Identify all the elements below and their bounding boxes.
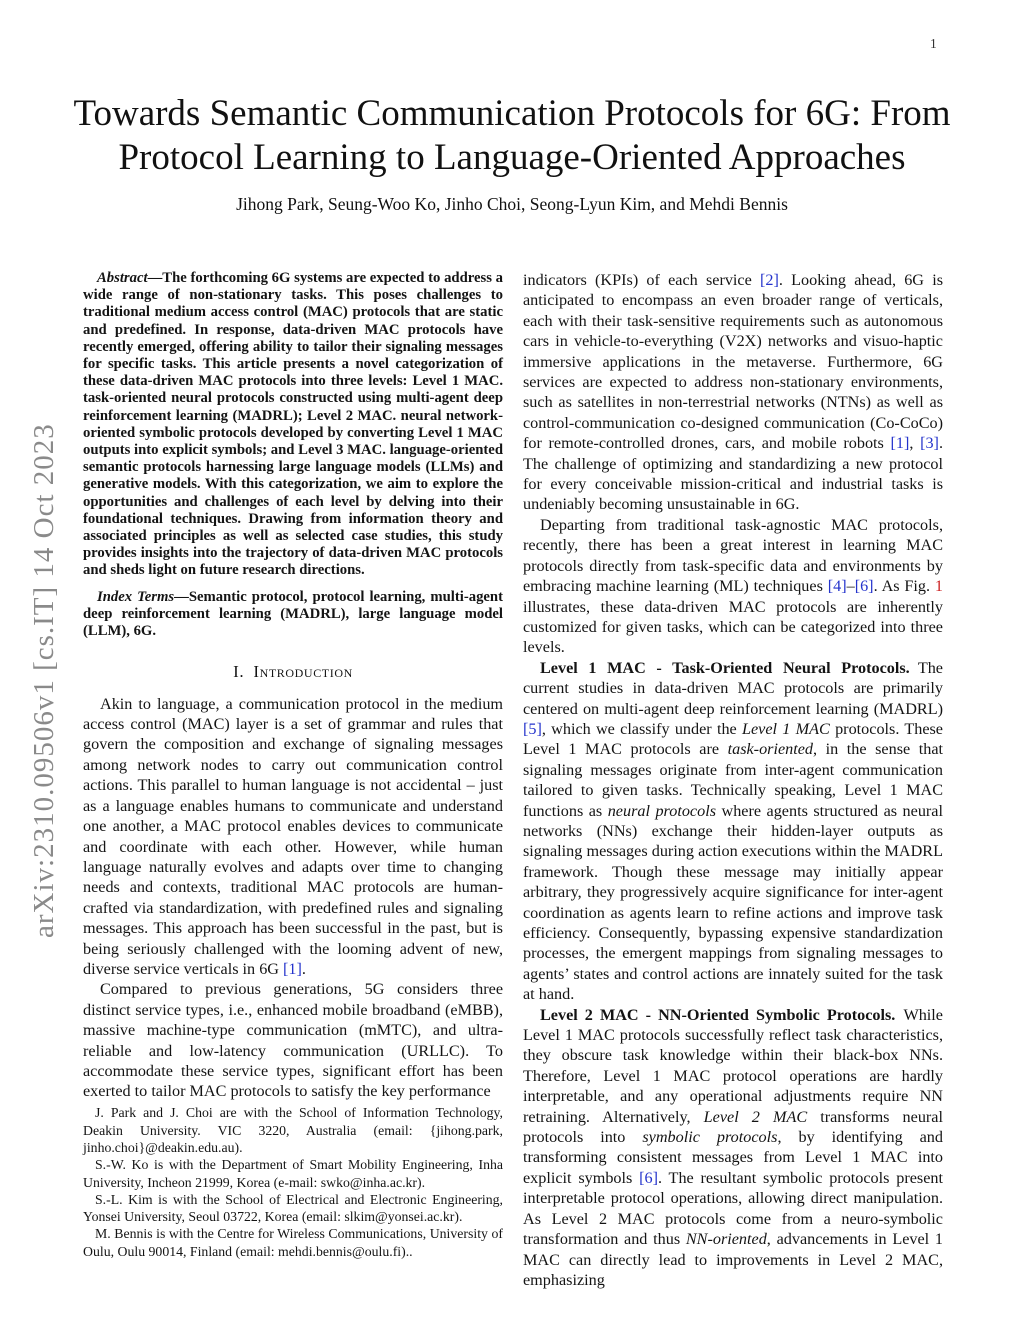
text-run: , by identifying and transforming consistent messages from Level 1 MAC into explicit symbols <box>523 1128 943 1187</box>
citation-link[interactable]: [2] <box>760 271 779 289</box>
footnote-ko <box>83 1156 503 1191</box>
text-run: While Level 1 MAC protocols successfully reflect task characteristics, they obscure task knowledge within their black-box NNs. Therefore, Level 1 MAC protocol operations are hardly interpretable, and any operational adjustments require NN retraining. Alternatively, <box>523 1005 943 1126</box>
text-run: Index Terms <box>97 588 175 605</box>
author-footnotes <box>83 1104 503 1260</box>
text-run: . The resultant symbolic protocols present interpretable protocol operations, allowing direct manipulation. As Level 2 MAC protocols come from a neuro-symbolic transformation and thus <box>523 1168 943 1249</box>
text-run: where agents structured as neural networks (NNs) exchange their hidden-layer outputs as signaling messages during action executions within the MADRL framework. Though these message may initially appear arbitrary, they progressively acquire significance for inter-agent coordination as agents learn to refine actions and improve task efficiency. Consequently, bypassing expensive standardization processes, the emergent mappings from signaling messages to agents’ states and control actions are innately suited for the task at hand. <box>523 801 943 1004</box>
text-run: J. Park and J. Choi are with the School of Information Technology, Deakin University. VIC 3220, Australia (email: {jihong.park, jinho.choi}@deakin.edu.au). <box>83 1105 503 1155</box>
two-column-body <box>83 270 944 1289</box>
text-run: Abstract <box>97 270 148 286</box>
body-paragraph-kpi <box>523 270 943 515</box>
text-run: illustrates, these data-driven MAC protocols are inherently customized for given tasks, which can be categorized into three levels. <box>523 597 943 657</box>
text-run: Level 1 MAC - Task-Oriented Neural Protocols. <box>540 658 910 677</box>
text-run: transforms neural protocols into <box>523 1107 943 1147</box>
body-paragraph-level1 <box>523 658 943 1005</box>
text-run: , which we classify under the <box>541 719 742 738</box>
index-terms <box>83 589 503 641</box>
text-run: , in the sense that signaling messages originate from inter-agent communication tailored to given tasks. Technically speaking, Level 1 MAC functions as <box>523 740 944 820</box>
figure-link[interactable]: 1 <box>934 577 943 596</box>
left-column <box>83 270 503 1260</box>
text-run: symbolic protocols <box>642 1128 778 1147</box>
paper-header <box>0 92 1024 215</box>
text-run: indicators (KPIs) of each service <box>523 271 761 289</box>
text-run: Level 1 MAC <box>741 719 830 738</box>
arxiv-watermark: arXiv:2310.09506v1 [cs.IT] 14 Oct 2023 <box>28 423 60 938</box>
text-run: Departing from traditional task-agnostic MAC protocols, recently, there has been a great interest in learning MAC protocols directly from task-specific data and environments by embracing machine learning (ML) techniques <box>523 515 943 596</box>
text-run: . Looking ahead, 6G is anticipated to encompass an even broader range of verticals, each with their task-sensitive requirements such as autonomous cars in vehicle-to-everything (V2X) networks and visuo-haptic immersive applications in the metaverse. Furthermore, 6G services are expected to address non-stationary environments, such as satellites in non-terrestrial networks (NTNs) as well as control-communication co-designed communication (Co-CoCo) for remote-controlled drones, cars, and mobile robots <box>523 271 943 453</box>
text-run: M. Bennis is with the Centre for Wireless Communications, University of Oulu, Oulu 90014, Finland (email: mehdi.bennis@oulu.fi).. <box>83 1226 503 1259</box>
paper-title <box>0 92 1024 180</box>
authors-line: Jihong Park, Seung-Woo Ko, Jinho Choi, Seong-Lyun Kim, and Mehdi Bennis <box>236 194 788 214</box>
abstract <box>83 270 503 580</box>
text-run: – <box>846 577 855 596</box>
title-line-1: Towards Semantic Communication Protocols for 6G: From <box>73 93 951 134</box>
citation-link[interactable]: [1] <box>283 959 302 978</box>
text-run: Level 2 MAC - NN-Oriented Symbolic Protocols. <box>540 1005 896 1024</box>
page-number: 1 <box>930 36 937 51</box>
citation-link[interactable]: [6] <box>854 577 874 596</box>
text-run: Compared to previous generations, 5G considers three distinct service types, i.e., enhanced mobile broadband (eMBB), massive machine-type communication (mMTC), and ultra-reliable and low-latency communication (URLLC). To accommodate these service types, significant effort has been exerted to tailor MAC protocols to satisfy the key performance <box>83 980 503 1101</box>
text-run: —The forthcoming 6G systems are expected to address a wide range of non-stationary tasks. This poses challenges to traditional medium access control (MAC) protocols that are static and predefined. In response, data-driven MAC protocols have recently emerged, offering ability to tailor their signaling messages for specific tasks. This article presents a novel categorization of these data-driven MAC protocols into three levels: Level 1 MAC. task-oriented neural protocols constructed using multi-agent deep reinforcement learning (MADRL); Level 2 MAC. neural network-oriented symbolic protocols developed by converting Level 1 MAC outputs into explicit symbols; and Level 3 MAC. language-oriented semantic protocols harnessing large language models (LLMs) and generative models. With this categorization, we aim to explore the opportunities and challenges of each level by delving into their foundational techniques. Drawing from information theory and associated principles as well as selected case studies, this study provides insights into the trajectory of data-driven MAC protocols and sheds light on future research directions. <box>83 270 503 579</box>
text-run: Akin to language, a communication protocol in the medium access control (MAC) layer is a set of grammar and rules that govern the composition and exchange of signaling messages among network nodes to carry out communication control actions. This parallel to human language is not accidental – just as a language enables humans to communicate and understand one another, a MAC protocol enables devices to communicate and coordinate with each other. However, while human language naturally evolves and adapts over time to changing needs and contexts, traditional MAC protocols are human-crafted via standardization, with predefined rules and signaling messages. This approach has been successful in the past, but is being seriously challenged with the looming advent of new, diverse service verticals in 6G <box>83 694 503 978</box>
footnote-park-choi <box>83 1104 503 1156</box>
citation-link[interactable]: [6] <box>639 1168 658 1187</box>
text-run: NN-oriented <box>685 1230 767 1249</box>
intro-paragraph-2 <box>83 979 503 1101</box>
text-run: . <box>301 959 306 978</box>
text-run: , advancements in Level 1 MAC can directly lead to improvements in Level 2 MAC, emphasizing <box>523 1230 943 1289</box>
intro-paragraph-1 <box>83 694 503 980</box>
body-paragraph-level2 <box>523 1005 943 1291</box>
text-run: I. Introduction <box>233 662 353 682</box>
left-column-text <box>83 270 503 1102</box>
citation-link[interactable]: [4] <box>827 577 847 596</box>
text-run: protocols. These Level 1 MAC protocols are <box>523 719 943 759</box>
footnote-kim <box>83 1191 503 1226</box>
body-paragraph-departing <box>523 515 943 658</box>
text-run: The current studies in data-driven MAC protocols are primarily centered on multi-agent deep reinforcement learning (MADRL) <box>523 658 943 718</box>
citation-link[interactable]: [1] <box>890 434 910 453</box>
right-column <box>523 270 944 1289</box>
text-run: —Semantic protocol, protocol learning, multi-agent deep reinforcement learning (MADRL), large language model (LLM), 6G. <box>83 588 503 640</box>
title-line-2: Protocol Learning to Language-Oriented Approaches <box>118 137 906 178</box>
footnote-bennis <box>83 1225 503 1260</box>
citation-link[interactable]: [3] <box>920 434 939 453</box>
citation-link[interactable]: [5] <box>523 719 542 738</box>
section-heading-introduction <box>83 662 503 682</box>
text-run: neural protocols <box>607 801 717 820</box>
text-run: task-oriented <box>727 740 814 759</box>
text-run: Level 2 MAC <box>703 1107 808 1126</box>
text-run: . As Fig. <box>873 577 935 596</box>
text-run: , <box>909 434 921 453</box>
text-run: S.-L. Kim is with the School of Electrical and Electronic Engineering, Yonsei University, Seoul 03722, Korea (email: slkim@yonsei.ac.kr). <box>83 1191 503 1225</box>
text-run: S.-W. Ko is with the Department of Smart Mobility Engineering, Inha University, Incheon 21999, Korea (e-mail: swko@inha.ac.kr). <box>83 1157 503 1190</box>
text-run: . The challenge of optimizing and standardizing a new protocol for every conceivable mission-critical and industrial tasks is undeniably becoming unsustainable in 6G. <box>523 434 943 514</box>
